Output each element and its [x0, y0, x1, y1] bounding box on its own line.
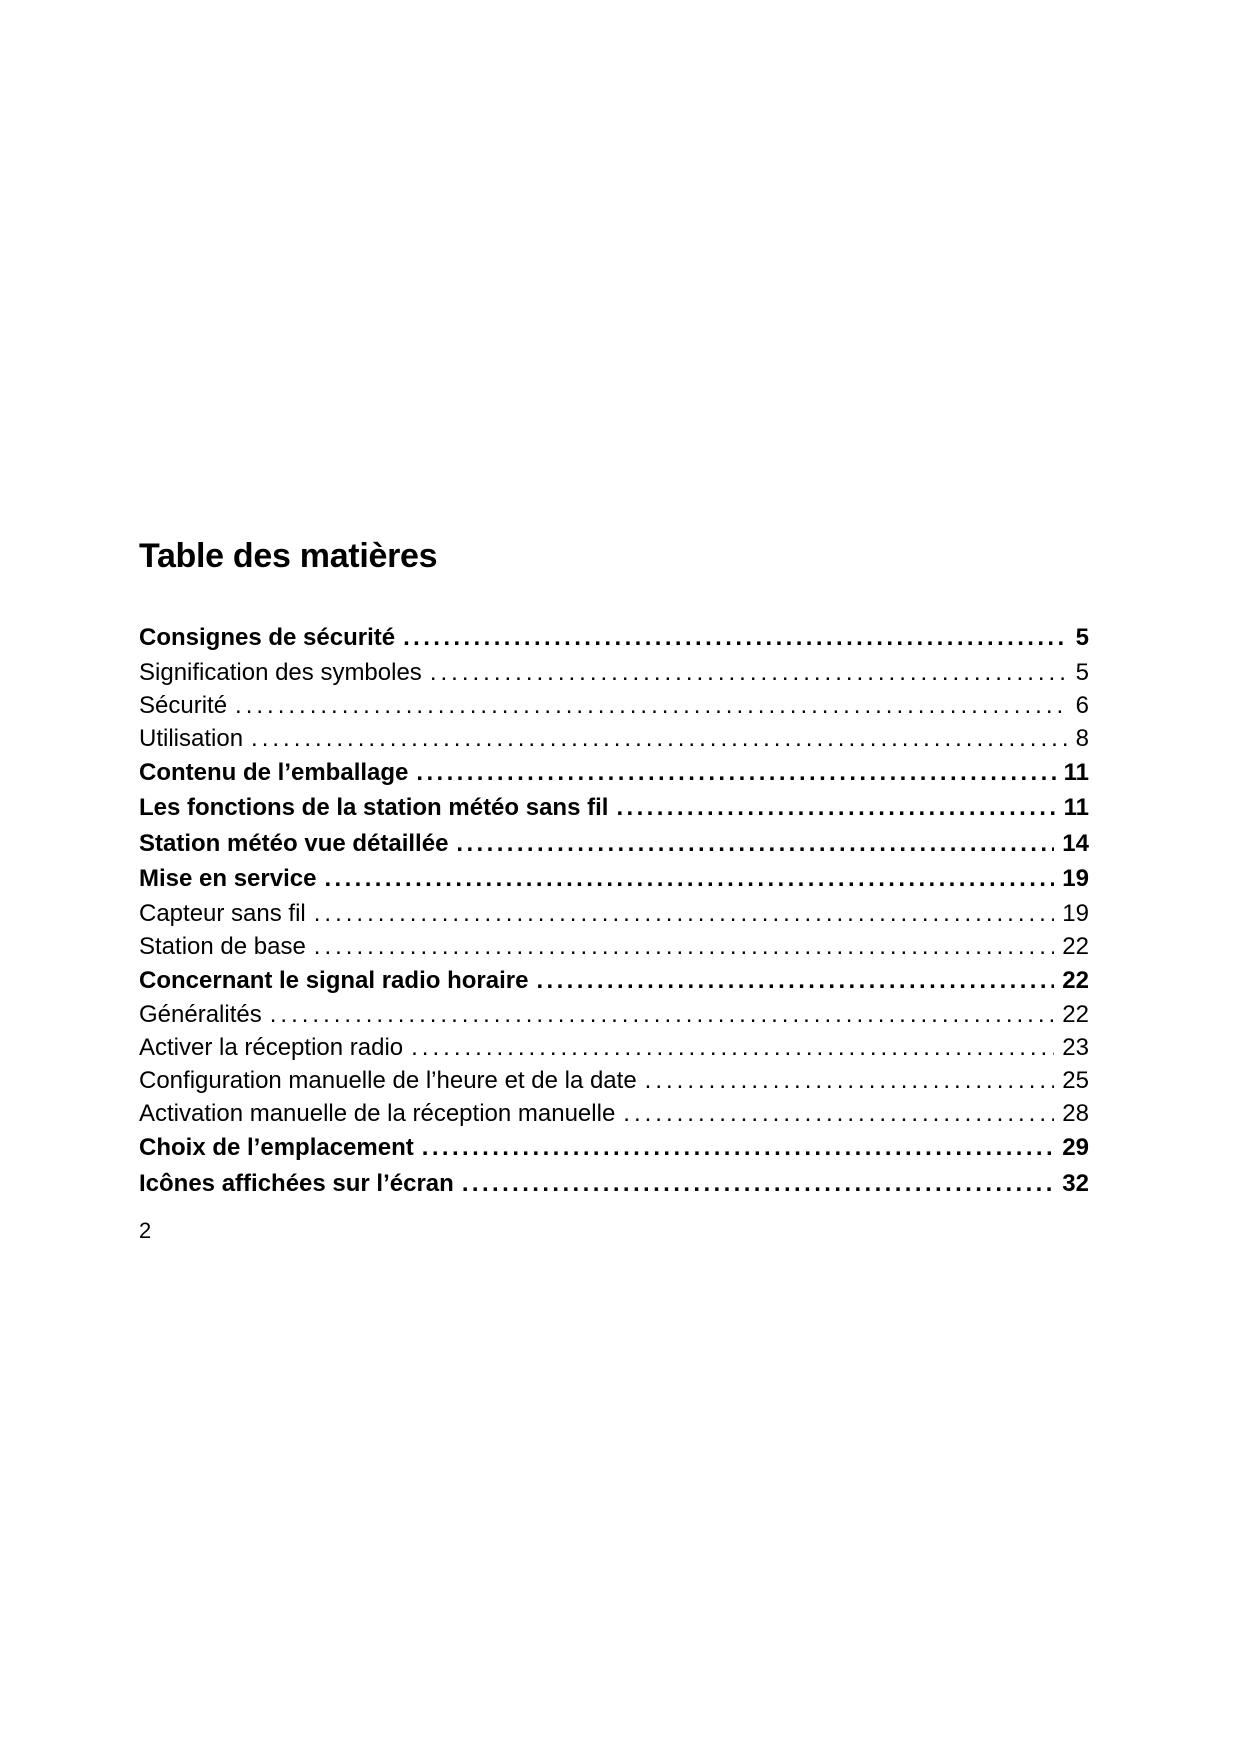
dot-leader — [270, 998, 1055, 1031]
toc-entry[interactable] — [139, 722, 1089, 755]
page-title: Table des matières — [139, 537, 438, 575]
dot-leader — [623, 1097, 1054, 1130]
toc-entry-label: Les fonctions de la station météo sans fil — [139, 794, 609, 821]
toc-entry[interactable] — [139, 998, 1089, 1031]
toc-entry[interactable] — [139, 1064, 1089, 1097]
toc-entry-page: 11 — [1063, 794, 1089, 821]
toc-entry-label: Configuration manuelle de l’heure et de la date — [139, 1067, 637, 1094]
toc-entry[interactable] — [139, 790, 1089, 826]
toc-entry[interactable] — [139, 861, 1089, 897]
toc-entry-label: Activer la réception radio — [139, 1034, 404, 1061]
dot-leader — [251, 722, 1068, 755]
toc-entry-label: Activation manuelle de la réception manuelle — [139, 1100, 616, 1127]
dot-leader — [462, 1166, 1054, 1202]
toc-entry-label: Généralités — [139, 1001, 262, 1028]
dot-leader — [536, 963, 1054, 999]
dot-leader — [314, 930, 1055, 963]
toc-entry[interactable] — [139, 689, 1089, 722]
toc-entry-page: 6 — [1075, 691, 1089, 719]
toc-entry[interactable] — [139, 755, 1089, 791]
page-number: 2 — [139, 1218, 152, 1243]
toc-entry-page: 32 — [1062, 1169, 1089, 1197]
toc-entry-label: Station météo vue détaillée — [139, 829, 449, 857]
toc-entry-label: Station de base — [139, 932, 306, 960]
toc-entry-label: Signification des symboles — [139, 658, 422, 686]
dot-leader — [324, 861, 1054, 897]
toc-entry-page: 28 — [1062, 1100, 1089, 1127]
toc-entry[interactable] — [139, 930, 1089, 963]
dot-leader — [616, 790, 1055, 826]
toc-entry-page: 22 — [1062, 932, 1089, 960]
toc-entry[interactable] — [139, 897, 1089, 930]
dot-leader — [456, 826, 1054, 862]
toc-entry-label: Mise en service — [139, 865, 317, 892]
toc-entry-label: Contenu de l’emballage — [139, 758, 409, 786]
toc-entry[interactable] — [139, 620, 1089, 656]
toc-entry-label: Choix de l’emplacement — [139, 1134, 414, 1161]
dot-leader — [416, 755, 1055, 791]
toc-entry[interactable] — [139, 1130, 1089, 1166]
toc-entry-page: 22 — [1062, 966, 1089, 994]
toc-entry-page: 29 — [1062, 1134, 1089, 1161]
toc-entry[interactable] — [139, 963, 1089, 999]
toc-entry-page: 5 — [1075, 624, 1089, 651]
dot-leader — [430, 656, 1068, 689]
toc-entry-page: 19 — [1062, 899, 1089, 927]
table-of-contents — [139, 620, 1089, 1201]
dot-leader — [645, 1064, 1055, 1097]
dot-leader — [314, 897, 1055, 930]
toc-entry-page: 22 — [1062, 1001, 1089, 1028]
toc-entry[interactable] — [139, 1031, 1089, 1064]
toc-entry-page: 23 — [1062, 1034, 1089, 1061]
toc-entry-page: 5 — [1075, 658, 1089, 686]
toc-entry-page: 14 — [1062, 829, 1089, 857]
dot-leader — [235, 689, 1068, 722]
toc-entry[interactable] — [139, 826, 1089, 862]
toc-entry-label: Utilisation — [139, 724, 244, 752]
toc-entry-page: 8 — [1075, 724, 1089, 752]
dot-leader — [403, 620, 1068, 656]
dot-leader — [411, 1031, 1054, 1064]
toc-entry-label: Sécurité — [139, 691, 228, 719]
toc-entry[interactable] — [139, 1166, 1089, 1202]
toc-entry-page: 11 — [1063, 758, 1089, 786]
toc-entry-page: 25 — [1062, 1067, 1089, 1094]
toc-entry[interactable] — [139, 656, 1089, 689]
toc-entry-label: Consignes de sécurité — [139, 624, 396, 651]
toc-entry-label: Icônes affichées sur l’écran — [139, 1169, 454, 1197]
toc-entry-label: Capteur sans fil — [139, 899, 306, 927]
toc-entry-label: Concernant le signal radio horaire — [139, 966, 529, 994]
toc-entry-page: 19 — [1062, 865, 1089, 892]
toc-entry[interactable] — [139, 1097, 1089, 1130]
dot-leader — [422, 1130, 1055, 1166]
